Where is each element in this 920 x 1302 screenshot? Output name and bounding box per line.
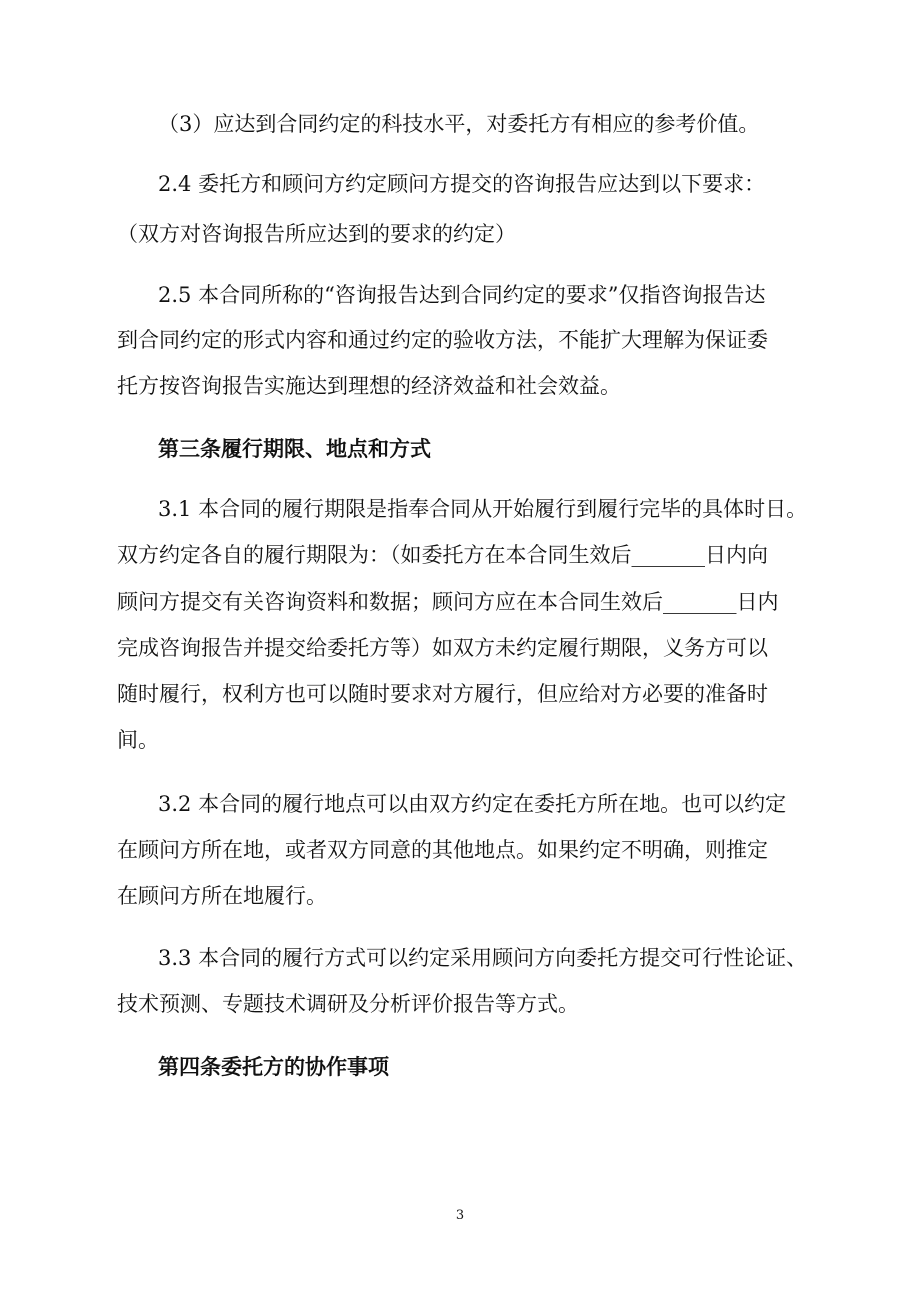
paragraph-line: 完成咨询报告并提交给委托方等）如双方未约定履行期限，义务方可以	[117, 636, 768, 660]
section-heading: 第四条委托方的协作事项	[158, 1054, 389, 1079]
paragraph-line: （双方对咨询报告所应达到的要求的约定）	[117, 222, 516, 246]
paragraph-line: 3.3 本合同的履行方式可以约定采用顾问方向委托方提交可行性论证、	[158, 946, 808, 970]
paragraph-line: （3）应达到合同约定的科技水平，对委托方有相应的参考价值。	[158, 112, 760, 136]
paragraph-line: 顾问方提交有关咨询资料和数据；顾问方应在本合同生效后_______日内	[117, 590, 779, 614]
paragraph-line: 3.1 本合同的履行期限是指奉合同从开始履行到履行完毕的具体时日。	[158, 497, 808, 521]
paragraph-line: 在顾问方所在地，或者双方同意的其他地点。如果约定不明确，则推定	[117, 838, 768, 862]
paragraph-line: 3.2 本合同的履行地点可以由双方约定在委托方所在地。也可以约定	[158, 792, 787, 816]
page-number: 3	[455, 1208, 465, 1223]
paragraph-line: 双方约定各自的履行期限为：（如委托方在本合同生效后_______日内向	[117, 543, 768, 567]
paragraph-line: 2.5 本合同所称的“咨询报告达到合同约定的要求”仅指咨询报告达	[158, 283, 766, 307]
section-heading: 第三条履行期限、地点和方式	[158, 436, 431, 461]
paragraph-line: 2.4 委托方和顾问方约定顾问方提交的咨询报告应达到以下要求：	[158, 172, 766, 196]
paragraph-line: 随时履行，权利方也可以随时要求对方履行，但应给对方必要的准备时	[117, 682, 768, 706]
paragraph-line: 间。	[117, 728, 159, 752]
paragraph-line: 托方按咨询报告实施达到理想的经济效益和社会效益。	[117, 374, 621, 398]
paragraph-line: 技术预测、专题技术调研及分析评价报告等方式。	[117, 992, 579, 1016]
paragraph-line: 在顾问方所在地履行。	[117, 884, 327, 908]
paragraph-line: 到合同约定的形式内容和通过约定的验收方法，不能扩大理解为保证委	[117, 328, 768, 352]
